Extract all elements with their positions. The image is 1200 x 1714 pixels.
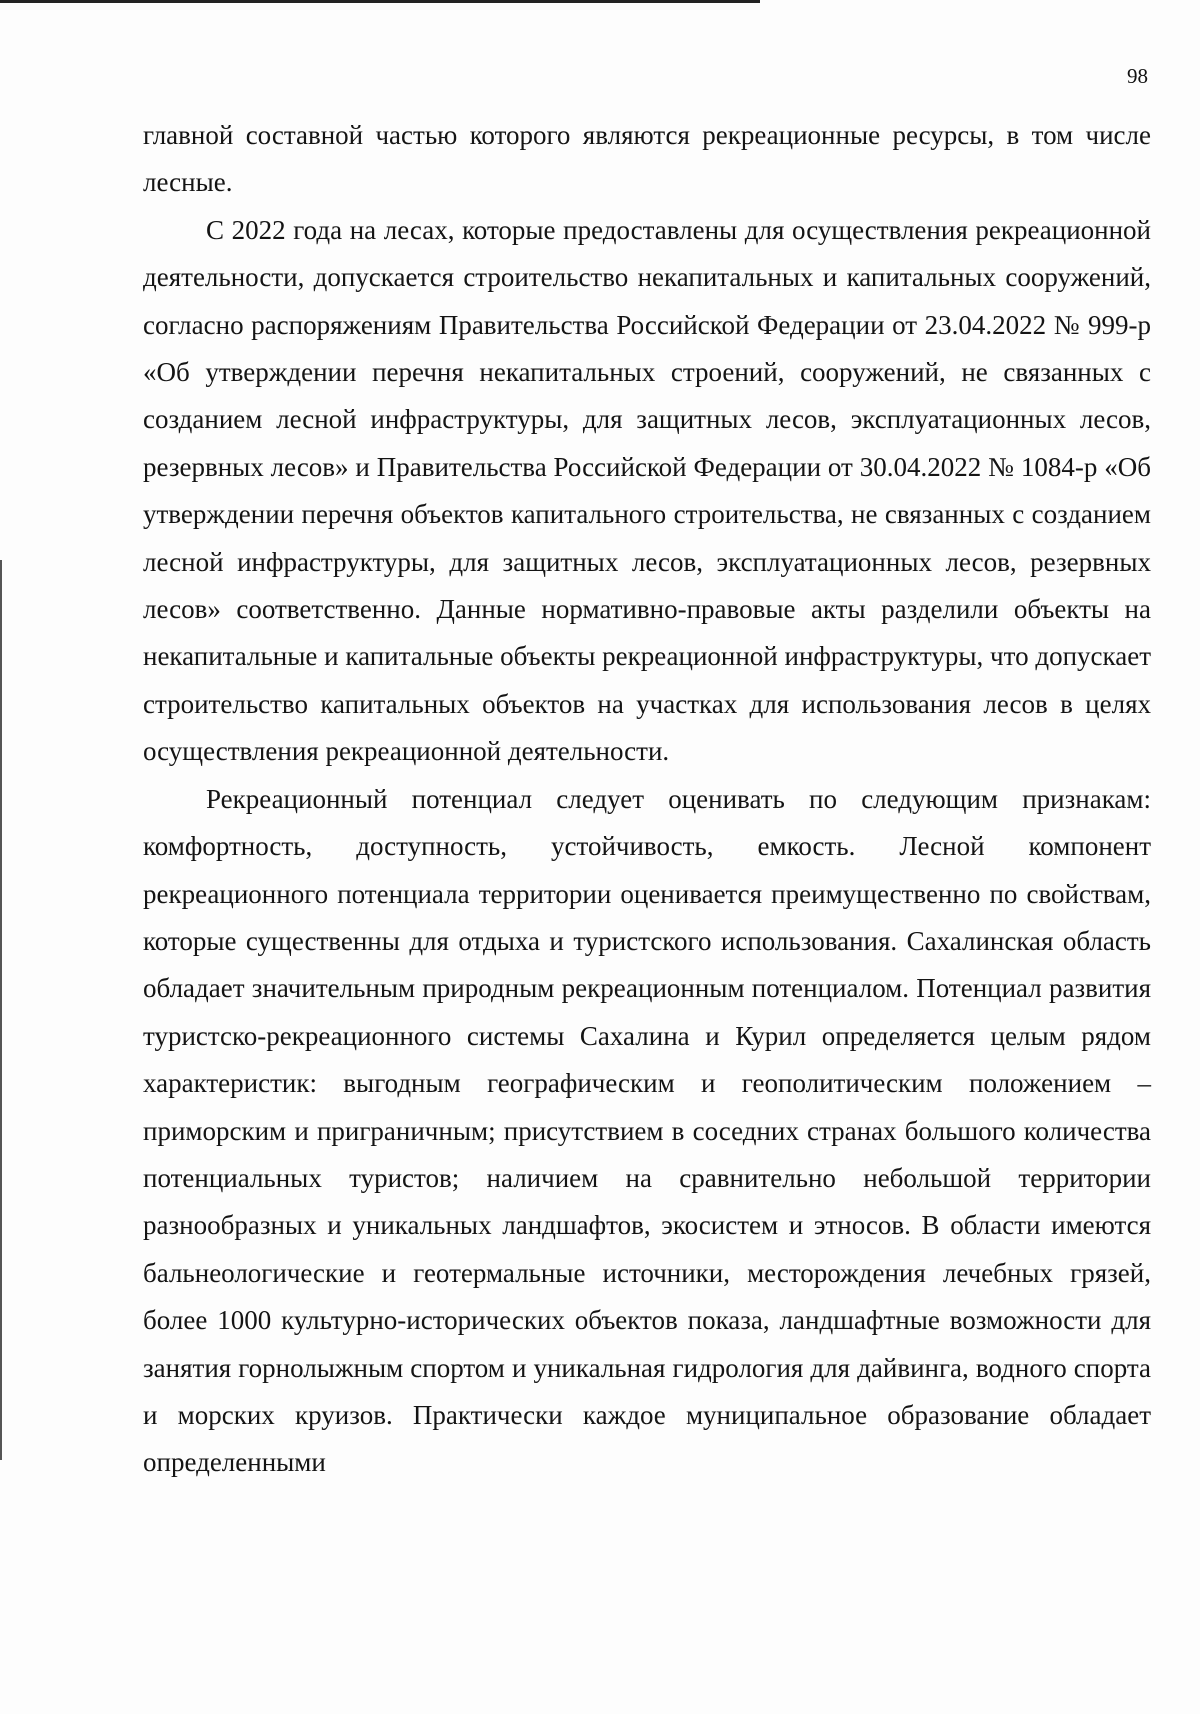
- scan-edge-top: [0, 0, 760, 3]
- scan-edge-left: [0, 560, 2, 1460]
- paragraph-recreational-potential: Рекреационный потенциал следует оценивать по следующим признакам: комфортность, доступность, устойчивость, емкость. Лесной компонент рекреационного потенциала территории оценивается преимущественно по свойствам, которые существенны для отдыха и туристского использования. Сахалинская область обладает значительным природным рекреационным потенциалом. Потенциал развития туристско-рекреационного системы Сахалина и Курил определяется целым рядом характеристик: выгодным географическим и геополитическим положением – приморским и приграничным; присутствием в соседних странах большого количества потенциальных туристов; наличием на сравнительно небольшой территории разнообразных и уникальных ландшафтов, экосистем и этносов. В области имеются бальнеологические и геотермальные источники, месторождения лечебных грязей, более 1000 культурно-исторических объектов показа, ландшафтные возможности для занятия горнолыжным спортом и уникальная гидрология для дайвинга, водного спорта и морских круизов. Практически каждое муниципальное образование обладает определенными: [143, 783, 1151, 1478]
- body-text: [143, 112, 1151, 1487]
- page-number: 98: [1127, 64, 1148, 88]
- paragraph-forest-regulations: С 2022 года на лесах, которые предоставлены для осуществления рекреационной деятельности, допускается строительство некапитальных и капитальных сооружений, согласно распоряжениям Правительства Российской Федерации от 23.04.2022 № 999-р «Об утверждении перечня некапитальных строений, сооружений, не связанных с созданием лесной инфраструктуры, для защитных лесов, эксплуатационных лесов, резервных лесов» и Правительства Российской Федерации от 30.04.2022 № 1084-р «Об утверждении перечня объектов капитального строительства, не связанных с созданием лесной инфраструктуры, для защитных лесов, эксплуатационных лесов, резервных лесов» соответственно. Данные нормативно-правовые акты разделили объекты на некапитальные и капитальные объекты рекреационной инфраструктуры, что допускает строительство капитальных объектов на участках для использования лесов в целях осуществления рекреационной деятельности.: [143, 214, 1151, 767]
- paragraph-continuation: главной составной частью которого являются рекреационные ресурсы, в том числе лесные.: [143, 120, 1151, 198]
